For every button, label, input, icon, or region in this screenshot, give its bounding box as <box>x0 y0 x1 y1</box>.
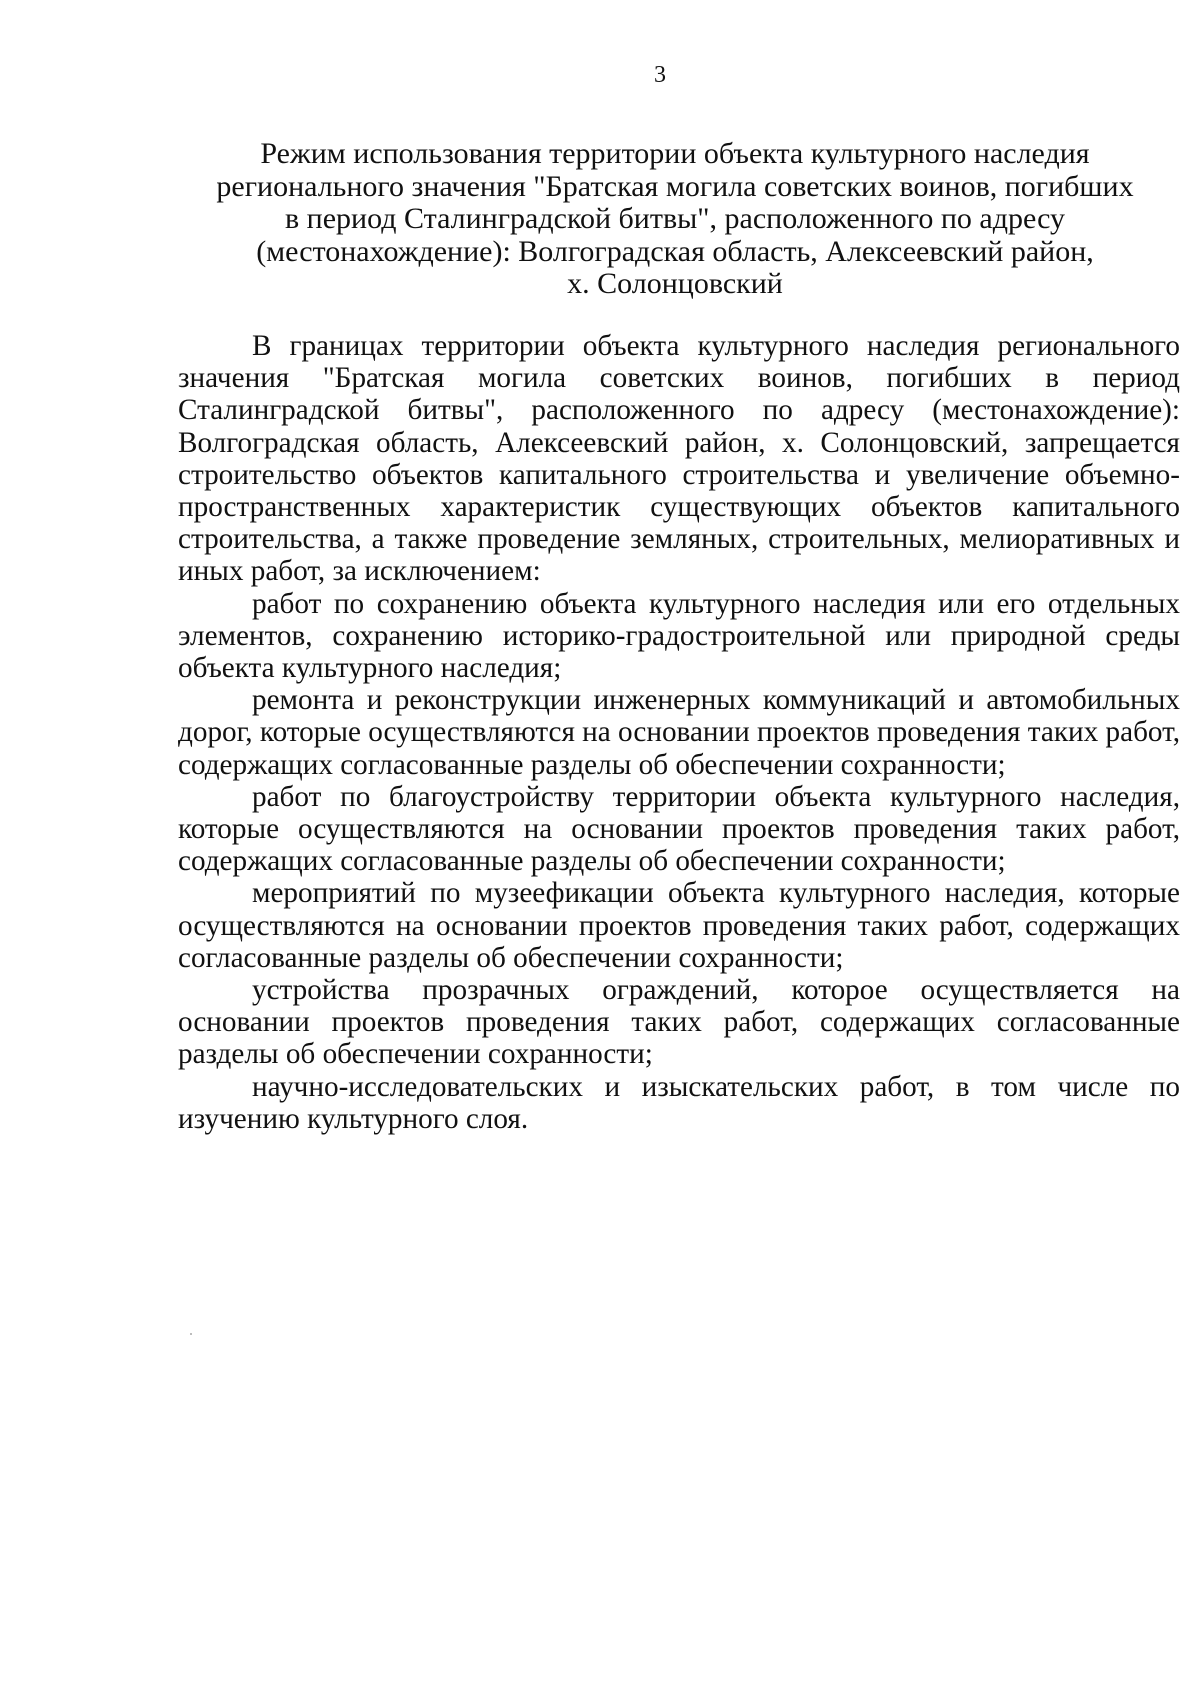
title-line: (местонахождение): Волгоградская область, Алексеевский район, <box>256 234 1094 268</box>
exception-item: работ по благоустройству территории объекта культурного наследия, которые осуществляются на основании проектов проведения таких работ, содержащих согласованные разделы об обеспечении сохранности; <box>178 780 1180 878</box>
title-line: регионального значения "Братская могила советских воинов, погибших <box>216 169 1134 203</box>
title-line: х. Солонцовский <box>567 267 783 300</box>
exception-item: устройства прозрачных ограждений, которое осуществляется на основании проектов проведения таких работ, содержащих согласованные разделы об обеспечении сохранности; <box>178 974 1180 1071</box>
scan-speck <box>190 1333 192 1335</box>
exception-item: ремонта и реконструкции инженерных коммуникаций и автомобильных дорог, которые осуществляются на основании проектов проведения таких работ, содержащих согласованные разделы об обеспечении сохранности; <box>178 684 1180 781</box>
title-line: в период Сталинградской битвы", расположенного по адресу <box>285 202 1065 235</box>
page-number: 3 <box>654 62 666 88</box>
document-body <box>178 330 1180 1135</box>
title-line: Режим использования территории объекта культурного наследия <box>260 137 1090 170</box>
document-title <box>170 138 1180 301</box>
intro-paragraph: В границах территории объекта культурного наследия регионального значения "Братская могила советских воинов, погибших в период Сталинградской битвы", расположенного по адресу (местонахождение): Волгоградская область, Алексеевский район, х. Солонцовский, запрещается строительство объектов капитального строительства и увеличение объемно-пространственных характеристик существующих объектов капитального строительства, а также проведение земляных, строительных, мелиоративных и иных работ, за исключением: <box>178 330 1180 588</box>
exception-item: научно-исследовательских и изыскательских работ, в том числе по изучению культурного слоя. <box>178 1070 1180 1135</box>
exception-item: мероприятий по музеефикации объекта культурного наследия, которые осуществляются на основании проектов проведения таких работ, содержащих согласованные разделы об обеспечении сохранности; <box>178 877 1180 974</box>
exception-item: работ по сохранению объекта культурного наследия или его отдельных элементов, сохранению историко-градостроительной или природной среды объекта культурного наследия; <box>178 587 1180 685</box>
